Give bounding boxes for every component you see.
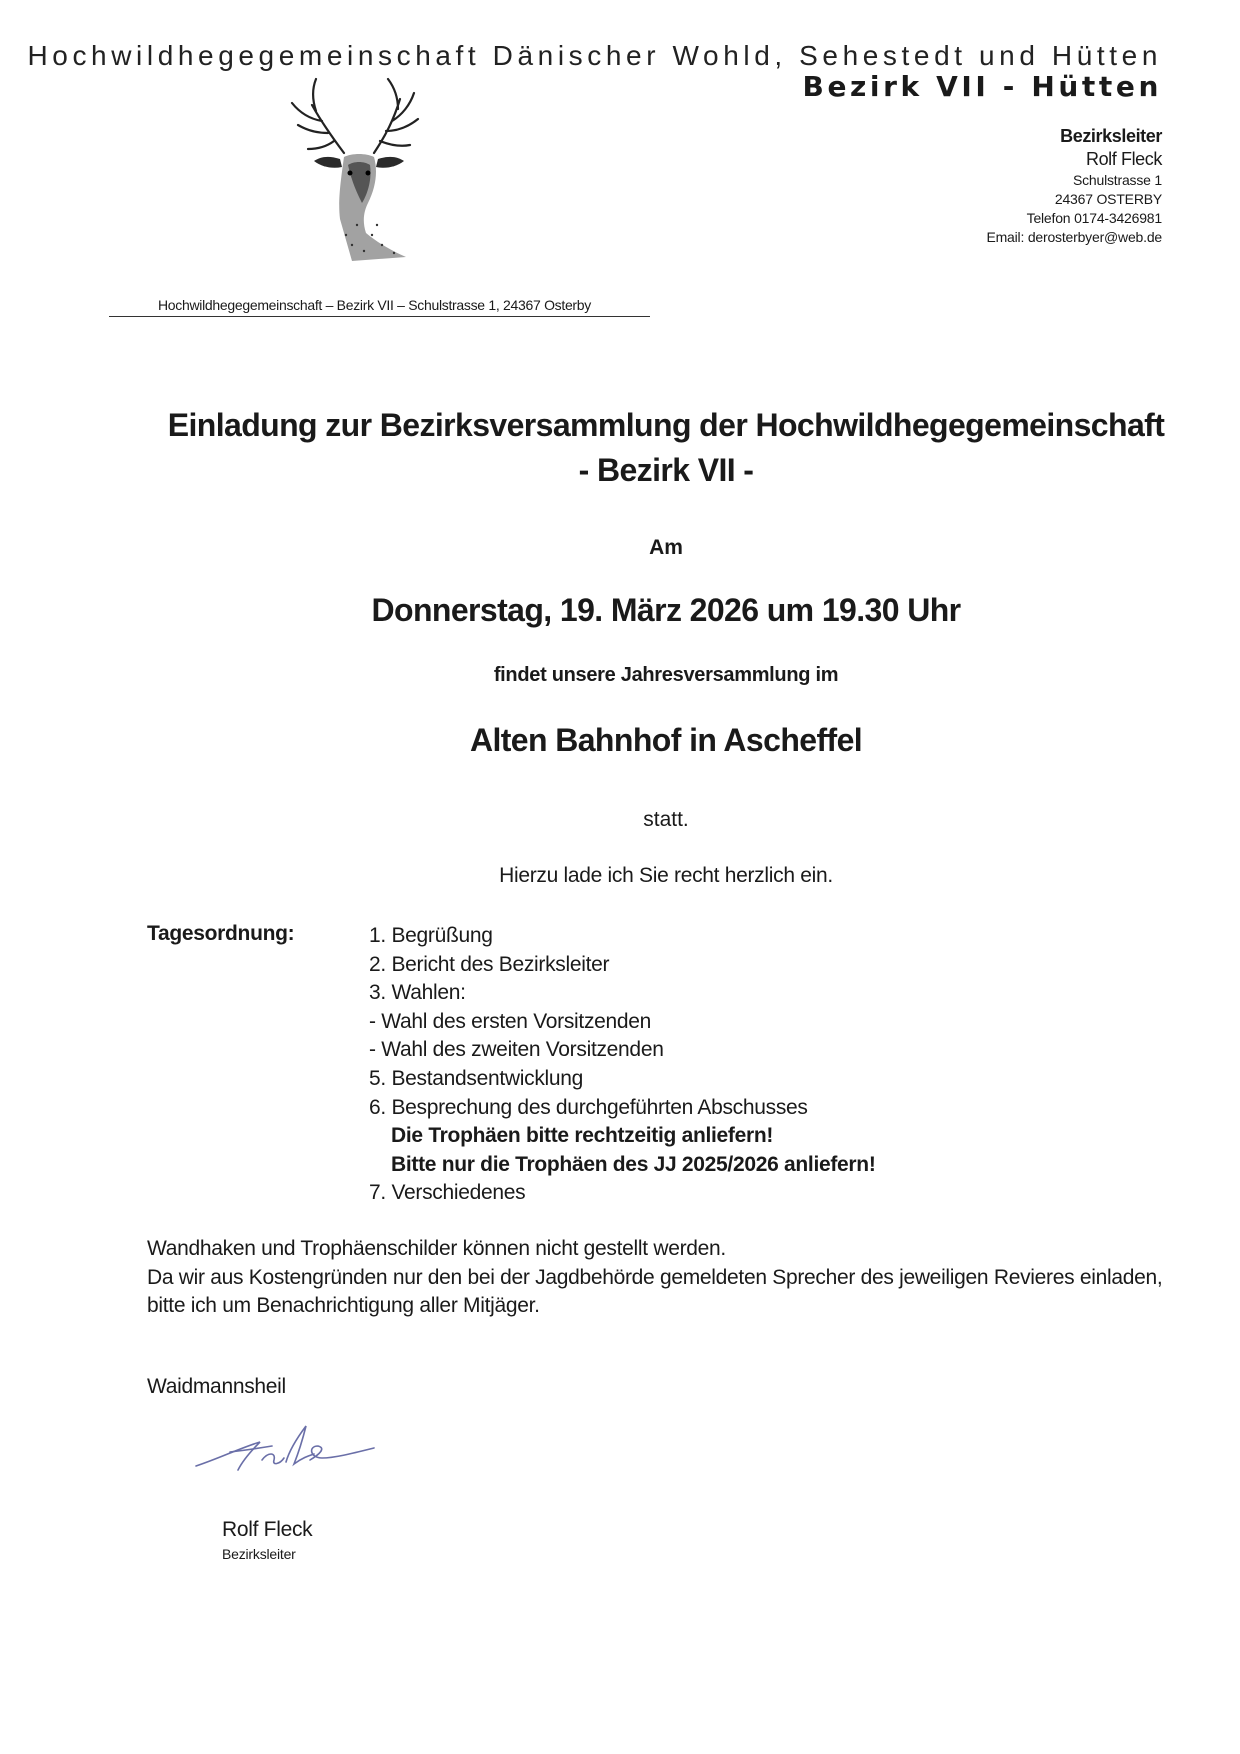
organization-title: Hochwildhegegemeinschaft Dänischer Wohld, Sehestedt und Hütten	[27, 40, 1162, 71]
contact-city: 24367 OSTERBY	[1054, 191, 1162, 207]
invitation-title: Einladung zur Bezirksversammlung der Hochwildhegegemeinschaft	[167, 407, 1165, 443]
statt-text: statt.	[643, 808, 689, 831]
agenda-item: 7. Verschiedenes	[369, 1181, 526, 1205]
contact-street: Schulstrasse 1	[1072, 172, 1162, 188]
meeting-place: Alten Bahnhof in Ascheffel	[469, 722, 863, 758]
invitation-subtitle: - Bezirk VII -	[578, 452, 754, 488]
agenda-item: 1. Begrüßung	[369, 924, 493, 947]
left-antler-icon	[292, 79, 344, 153]
contact-name: Rolf Fleck	[1085, 149, 1162, 169]
right-ear-icon	[376, 157, 404, 168]
contact-block	[986, 125, 1162, 247]
sender-divider	[109, 316, 650, 317]
agenda-item: 5. Bestandsentwicklung	[369, 1066, 584, 1090]
handwritten-signature	[190, 1418, 380, 1478]
contact-email[interactable]: Email: derosterbyer@web.de	[986, 229, 1162, 245]
agenda-item: - Wahl des ersten Vorsitzenden	[369, 1009, 652, 1033]
contact-phone: Telefon 0174-3426981	[1026, 210, 1162, 226]
contact-role: Bezirksleiter	[1060, 126, 1162, 146]
signer-role: Bezirksleiter	[222, 1546, 296, 1562]
closing-line: Wandhaken und Trophäenschilder können nicht gestellt werden.	[147, 1237, 726, 1260]
greeting: Waidmannsheil	[147, 1375, 286, 1398]
sender-address-line: Hochwildhegegemeinschaft – Bezirk VII – Schulstrasse 1, 24367 Osterby	[158, 297, 591, 313]
agenda-item: 2. Bericht des Bezirksleiter	[369, 952, 610, 976]
meeting-intro: findet unsere Jahresversammlung im	[493, 664, 839, 686]
am-label: Am	[649, 536, 683, 559]
closing-line: Da wir aus Kostengründen nur den bei der Jagdbehörde gemeldeten Sprecher des jeweiligen Revieres einladen,	[147, 1265, 1163, 1289]
right-antler-icon	[374, 79, 418, 153]
agenda-list	[369, 922, 876, 1208]
agenda-item: - Wahl des zweiten Vorsitzenden	[369, 1038, 664, 1062]
left-ear-icon	[314, 157, 342, 168]
agenda-item: 6. Besprechung des durchgeführten Abschusses	[369, 1095, 808, 1119]
deer-head-logo	[282, 75, 442, 265]
signer-name: Rolf Fleck	[222, 1518, 313, 1541]
closing-paragraph	[147, 1235, 1162, 1321]
agenda-item: 3. Wahlen:	[369, 981, 466, 1005]
agenda-label: Tagesordnung:	[147, 922, 295, 945]
invite-sentence: Hierzu lade ich Sie recht herzlich ein.	[499, 864, 833, 887]
agenda-note: Die Trophäen bitte rechtzeitig anliefern!	[391, 1124, 774, 1148]
closing-line: bitte ich um Benachrichtigung aller Mitjäger.	[147, 1294, 540, 1318]
agenda-note: Bitte nur die Trophäen des JJ 2025/2026 anliefern!	[391, 1152, 876, 1176]
meeting-date: Donnerstag, 19. März 2026 um 19.30 Uhr	[371, 592, 961, 628]
district-title: Bezirk VII - Hütten	[802, 70, 1162, 103]
